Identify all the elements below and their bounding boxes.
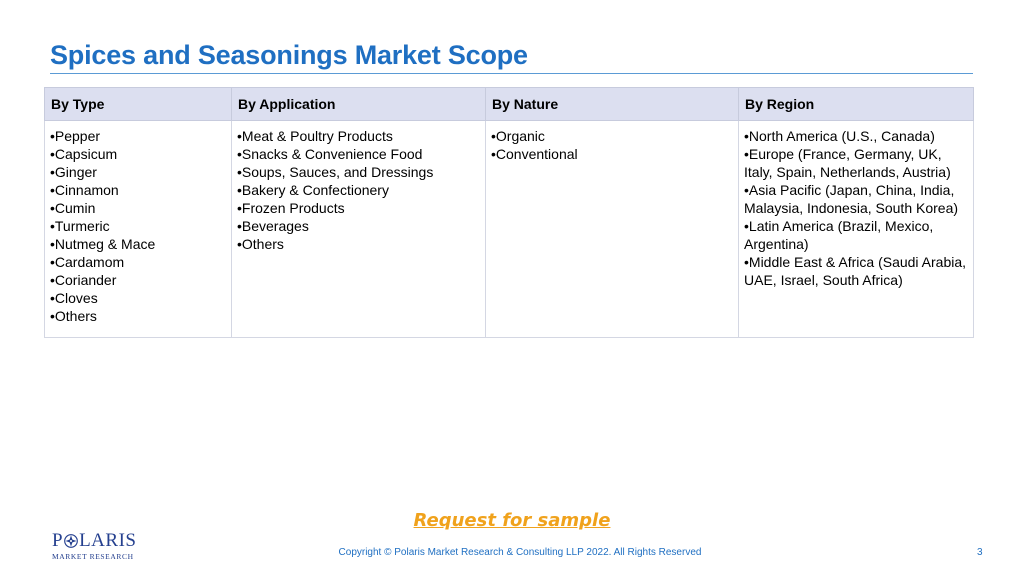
list-item: •Snacks & Convenience Food [237, 146, 423, 162]
application-cell [232, 121, 486, 338]
list-item: •Nutmeg & Mace [50, 236, 156, 252]
list-item: •Ginger [50, 164, 97, 180]
list-item: •Pepper [50, 128, 101, 144]
table-header-row [45, 88, 974, 121]
copyright-text: Copyright © Polaris Market Research & Consulting LLP 2022. All Rights Reserved [338, 547, 702, 558]
type-cell [45, 121, 232, 338]
logo-text-left: P [52, 530, 64, 551]
list-item: •Organic [491, 128, 545, 144]
list-item: •Middle East & Africa (Saudi Arabia, UAE, Israel, South Africa) [744, 254, 967, 288]
list-item: •Latin America (Brazil, Mexico, Argentina) [744, 218, 934, 252]
header-by-application: By Application [232, 88, 486, 121]
star-compass-icon [64, 534, 78, 548]
list-item: •North America (U.S., Canada) [744, 128, 935, 144]
title-divider [50, 73, 973, 74]
list-item: •Bakery & Confectionery [237, 182, 389, 198]
list-item: •Turmeric [50, 218, 110, 234]
list-item: •Cardamom [50, 254, 125, 270]
list-item: •Capsicum [50, 146, 118, 162]
page-title: Spices and Seasonings Market Scope [50, 40, 528, 70]
region-cell [739, 121, 974, 338]
logo-text-right: LARIS [79, 530, 137, 551]
list-item: •Soups, Sauces, and Dressings [237, 164, 434, 180]
list-item: •Conventional [491, 146, 578, 162]
table-row [45, 121, 974, 338]
list-item: •Cumin [50, 200, 96, 216]
list-item: •Coriander [50, 272, 117, 288]
list-item: •Europe (France, Germany, UK, Italy, Spain, Netherlands, Austria) [744, 146, 951, 180]
logo-subtitle: MARKET RESEARCH [52, 552, 134, 561]
header-by-nature: By Nature [486, 88, 739, 121]
request-sample-link[interactable]: Request for sample [413, 510, 611, 531]
header-by-type: By Type [45, 88, 232, 121]
list-item: •Others [50, 308, 97, 324]
list-item: •Beverages [237, 218, 309, 234]
list-item: •Frozen Products [237, 200, 345, 216]
list-item: •Asia Pacific (Japan, China, India, Malaysia, Indonesia, South Korea) [744, 182, 959, 216]
header-by-region: By Region [739, 88, 974, 121]
list-item: •Meat & Poultry Products [237, 128, 393, 144]
market-scope-table [44, 87, 974, 338]
nature-cell [486, 121, 739, 338]
page-number: 3 [977, 547, 983, 558]
list-item: •Others [237, 236, 284, 252]
list-item: •Cloves [50, 290, 98, 306]
list-item: •Cinnamon [50, 182, 119, 198]
